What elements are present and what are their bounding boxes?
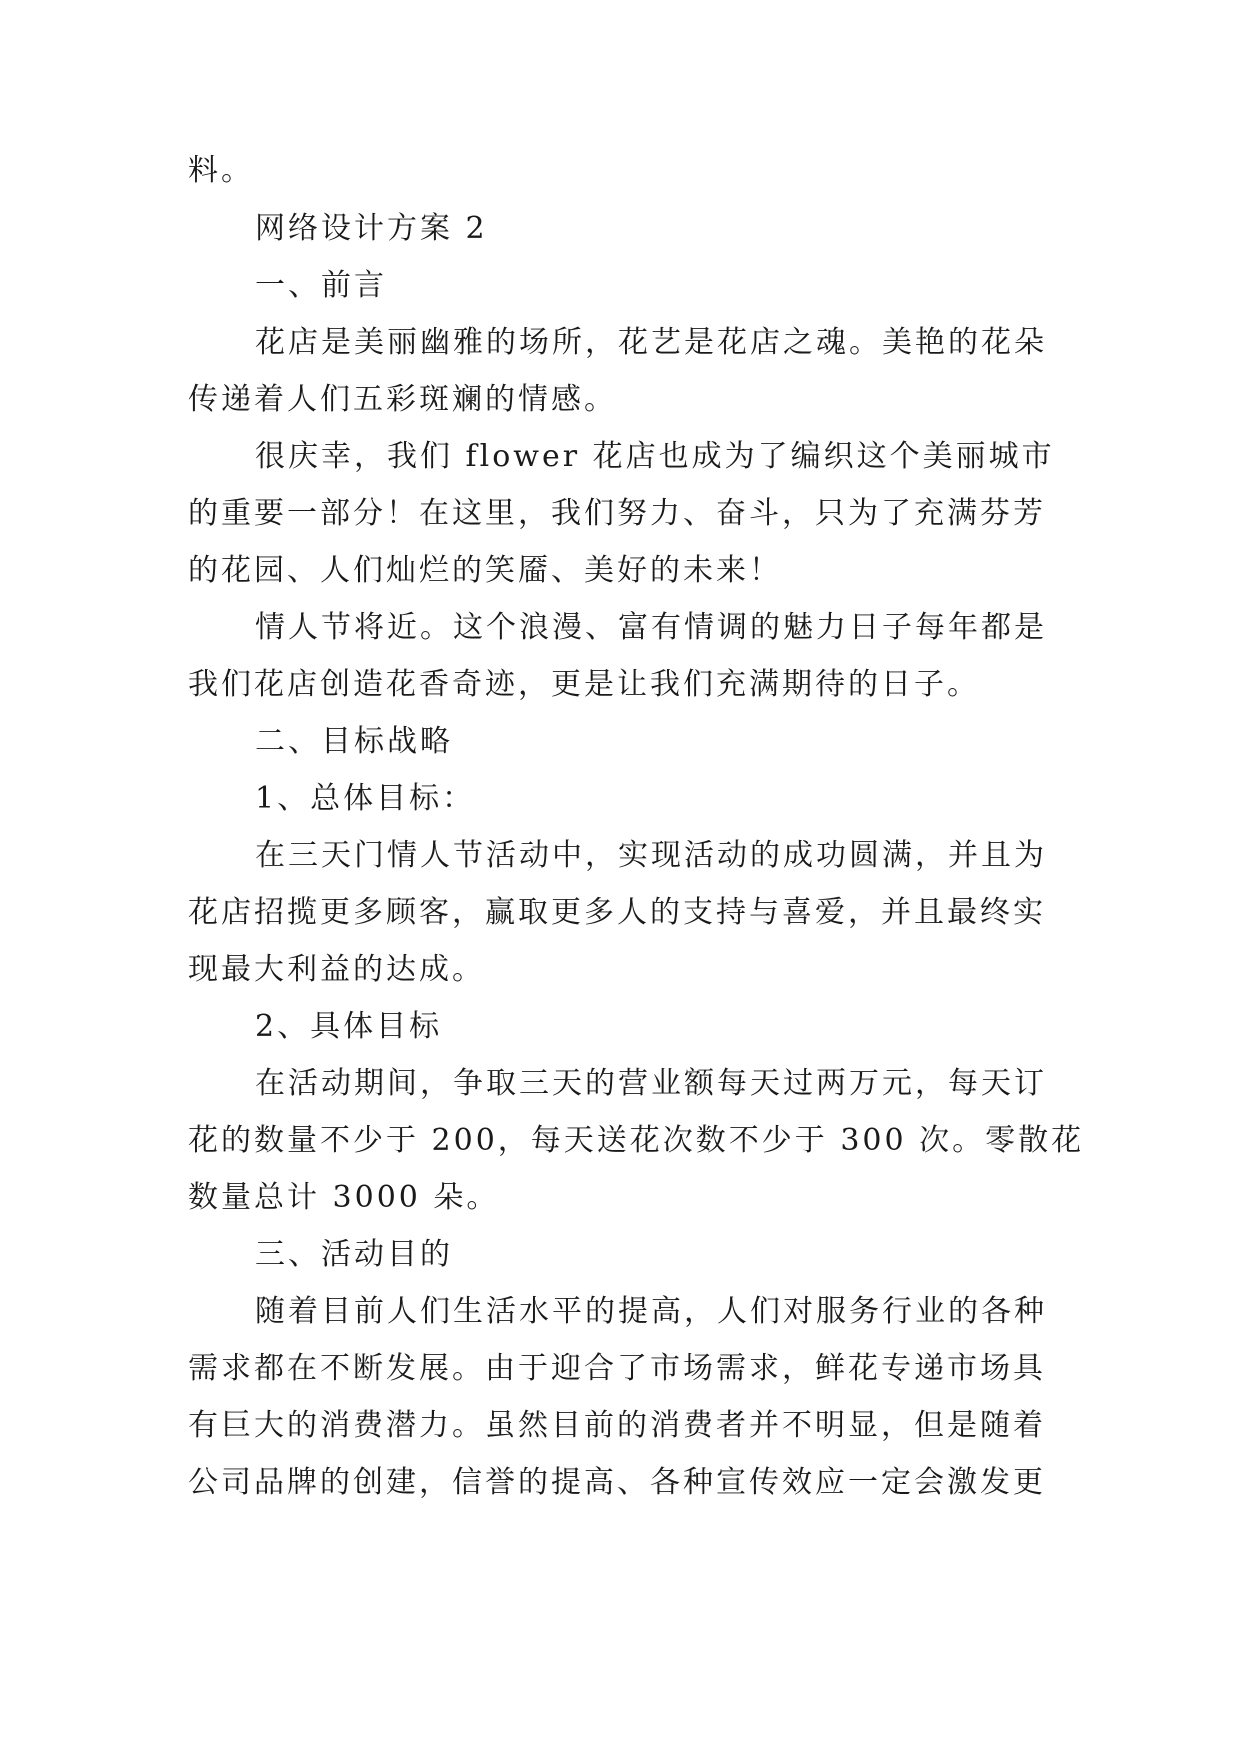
paragraph-line: 需求都在不断发展。由于迎合了市场需求，鲜花专递市场具	[188, 1351, 1046, 1386]
paragraph-line: 情人节将近。这个浪漫、富有情调的魅力日子每年都是	[255, 610, 1047, 645]
paragraph-line: 我们花店创造花香奇迹，更是让我们充满期待的日子。	[188, 667, 980, 702]
paragraph-line: 在三天门情人节活动中，实现活动的成功圆满，并且为	[255, 838, 1047, 873]
paragraph-line: 的花园、人们灿烂的笑靥、美好的未来！	[188, 553, 782, 588]
paragraph-line: 有巨大的消费潜力。虽然目前的消费者并不明显，但是随着	[188, 1408, 1046, 1443]
paragraph-line: 花店是美丽幽雅的场所，花艺是花店之魂。美艳的花朵	[255, 325, 1047, 360]
section-title: 网络设计方案 2	[255, 211, 488, 246]
paragraph-line: 现最大利益的达成。	[188, 952, 485, 987]
paragraph-line: 随着目前人们生活水平的提高，人们对服务行业的各种	[255, 1294, 1047, 1329]
paragraph-line: 数量总计 3000 朵。	[188, 1180, 500, 1215]
section-heading: 二、目标战略	[255, 724, 453, 759]
section-heading: 三、活动目的	[255, 1237, 453, 1272]
subsection-heading: 2、具体目标	[255, 1009, 443, 1044]
paragraph-line: 在活动期间，争取三天的营业额每天过两万元，每天订	[255, 1066, 1047, 1101]
section-heading: 一、前言	[255, 268, 387, 303]
paragraph-line: 公司品牌的创建，信誉的提高、各种宣传效应一定会激发更	[188, 1465, 1046, 1500]
paragraph-line: 传递着人们五彩斑斓的情感。	[188, 382, 617, 417]
paragraph-line: 料。	[188, 153, 254, 188]
paragraph-line: 的重要一部分！在这里，我们努力、奋斗，只为了充满芬芳	[188, 496, 1046, 531]
paragraph-line: 花店招揽更多顾客，赢取更多人的支持与喜爱，并且最终实	[188, 895, 1046, 930]
paragraph-line: 花的数量不少于 200，每天送花次数不少于 300 次。零散花	[188, 1123, 1085, 1158]
paragraph-line: 很庆幸，我们 flower 花店也成为了编织这个美丽城市	[255, 439, 1055, 474]
subsection-heading: 1、总体目标：	[255, 781, 476, 816]
